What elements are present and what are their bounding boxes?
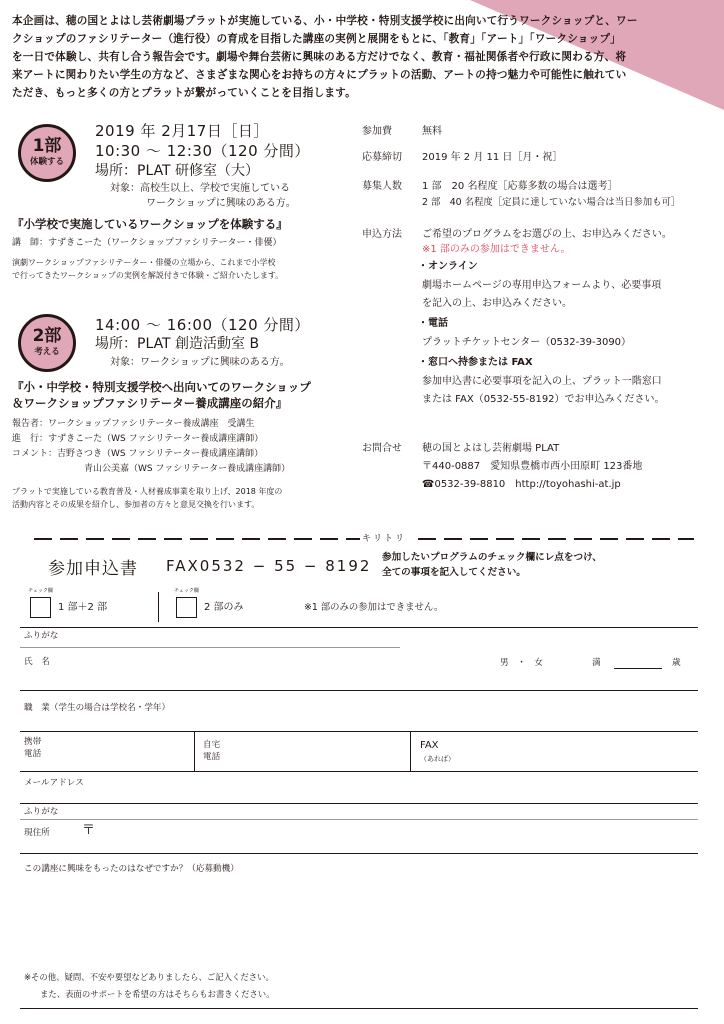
checkbox-part1-2[interactable] xyxy=(30,597,51,618)
part2-desc: プラットで実施している教育普及・人材養成事業を取り上げ、2018 年度の xyxy=(12,487,283,496)
cut-label: キリトリ xyxy=(362,534,407,544)
part1-place: 場所：PLAT 研修室（大） xyxy=(95,163,260,179)
intro-text xyxy=(12,12,712,102)
part2-place: 場所：PLAT 創造活動室 B xyxy=(95,336,260,352)
address-furigana-label: ふりがな xyxy=(24,807,59,817)
form-line xyxy=(20,627,698,628)
intro-line: クショップのファシリテーター（進行役）の育成を目指した講座の実例と展開をもとに、「教育」「アート」「ワークショップ」 xyxy=(12,33,621,45)
part2-desc-cont: 活動内容とその成果を紹介し、参加者の方々と意見交換を行います。 xyxy=(12,500,260,509)
part2-comment: コメント：吉野さつき（WS ファシリテーター養成講座講師） xyxy=(12,449,264,459)
age-prefix: 満 xyxy=(592,658,601,668)
option-divider xyxy=(158,592,159,622)
fax-divider xyxy=(410,731,411,771)
part1-title: 『小学校で実施しているワークショップを体験する』 xyxy=(12,217,288,231)
part1-desc: 演劇ワークショップファシリテーター・俳優の立場から、これまで小学校 xyxy=(12,258,276,267)
form-instruction: 参加したいプログラムのチェック欄にレ点をつけ、 xyxy=(382,552,602,563)
intro-line: を一日で体験し、共有し合う報告会です。劇場や舞台芸術に興味のある方だけでなく、教育・福祉関係者や行政に関わる方、将 xyxy=(12,51,627,63)
contact-phone-url: ☎0532-39-8810 http://toyohashi-at.jp xyxy=(422,479,621,490)
form-fax-number: FAX0532 − 55 − 8192 xyxy=(166,557,372,575)
capacity-part1: 1 部 20 名程度［応募多数の場合は選考］ xyxy=(422,181,618,192)
furigana-label: ふりがな xyxy=(24,631,59,641)
age-suffix: 歳 xyxy=(672,658,681,668)
option-part1-2: 1 部＋2 部 xyxy=(58,602,108,613)
reason-label: この講座に興味をもったのはなぜですか？（応募動機） xyxy=(24,864,239,874)
deadline-value: 2019 年 2 月 11 日［月・祝］ xyxy=(422,152,563,163)
fax-label: FAX xyxy=(420,740,439,751)
part1-badge-number: 1部 xyxy=(32,136,62,156)
address-label: 現住所 xyxy=(24,828,50,838)
part2-title: 『小・中学校・特別支援学校へ出向いてのワークショップ xyxy=(12,380,311,394)
part1-badge xyxy=(18,124,76,182)
intro-line: 本企画は、穂の国とよはし芸術劇場プラットが実施している、小・中学校・特別支援学校に出向いて行うワークショップと、ワー xyxy=(12,15,638,27)
part1-lecturer: 講 師：すずきこーた（ワークショップファシリテーター・俳優） xyxy=(12,238,282,248)
part2-comment-cont: 青山公美嘉（WS ファシリテーター養成講座講師） xyxy=(84,464,291,474)
form-instruction-cont: 全ての事項を記入してください。 xyxy=(382,567,526,578)
online-desc: 劇場ホームページの専用申込フォームより、必要事項 xyxy=(422,280,662,291)
apply-note: ※1 部のみの参加はできません。 xyxy=(422,244,571,255)
intro-line: ただき、もっと多くの方とプラットが繋がっていくことを目指します。 xyxy=(12,87,356,99)
home-phone-label: 自宅 xyxy=(203,740,221,750)
part2-target: 対象：ワークショップに興味のある方。 xyxy=(110,357,290,368)
apply-intro: ご希望のプログラムをお選びの上、お申込みください。 xyxy=(422,229,672,240)
footer-note-cont: また、表面のサポートを希望の方はそちらもお書きください。 xyxy=(40,989,275,999)
phone-divider xyxy=(194,731,195,771)
age-blank[interactable] xyxy=(614,668,662,669)
part1-time: 10:30 〜 12:30（120 分間） xyxy=(95,142,310,160)
check-caption-2: チェック欄 xyxy=(174,588,199,594)
online-desc-cont: を記入の上、お申込みください。 xyxy=(422,298,572,309)
capacity-part2: 2 部 40 名程度［定員に達していない場合は当日参加も可］ xyxy=(422,197,681,208)
form-bottom-line xyxy=(20,1008,698,1009)
contact-org: 穂の国とよはし芸術劇場 PLAT xyxy=(422,443,560,454)
window-desc-cont: または FAX（0532-55-8192）でお申込みください。 xyxy=(422,394,665,405)
job-label: 職 業（学生の場合は学校名・学年） xyxy=(24,703,171,713)
window-heading: ・窓口へ持参または FAX xyxy=(418,357,533,368)
footer-note: ※その他、疑問、不安や要望などありましたら、ご記入ください。 xyxy=(24,972,274,982)
part2-badge-number: 2部 xyxy=(32,326,62,346)
address-furigana-line xyxy=(20,819,698,820)
form-line xyxy=(20,803,698,804)
online-heading: ・オンライン xyxy=(418,261,478,272)
furigana-line xyxy=(20,647,400,648)
postal-mark: 〒 xyxy=(82,823,96,838)
deadline-label: 応募締切 xyxy=(362,152,402,163)
part1-target: 対象：高校生以上、学校で実施している xyxy=(110,183,290,194)
email-label: メールアドレス xyxy=(24,778,84,788)
form-line xyxy=(20,771,698,772)
name-label: 氏 名 xyxy=(24,657,50,667)
form-line xyxy=(20,690,698,691)
part2-title-cont: ＆ワークショップファシリテーター養成講座の紹介』 xyxy=(12,396,288,410)
fax-sub-label: （あれば） xyxy=(420,755,455,763)
intro-line: 来アートに関わりたい学生の方など、さまざまな関心をお持ちの方々にプラットの活動、アートの持つ魅力や可能性に触れてい xyxy=(12,69,627,81)
part1-date: 2019 年 2月17日［日］ xyxy=(95,122,269,140)
apply-label: 申込方法 xyxy=(362,229,402,240)
checkbox-part2[interactable] xyxy=(176,597,197,618)
gender-options[interactable]: 男 ・ 女 xyxy=(500,658,543,668)
part2-badge xyxy=(18,314,76,372)
mobile-label-cont: 電話 xyxy=(24,749,42,759)
fee-value: 無料 xyxy=(422,126,442,137)
phone-heading: ・電話 xyxy=(418,318,448,329)
cut-line xyxy=(34,532,694,546)
contact-label: お問合せ xyxy=(362,443,402,454)
mobile-label: 携帯 xyxy=(24,737,42,747)
fee-label: 参加費 xyxy=(362,126,392,137)
part2-time: 14:00 〜 16:00（120 分間） xyxy=(95,316,310,334)
option-part2: 2 部のみ xyxy=(204,602,244,613)
part2-mc: 進 行：すずきこーた（WS ファシリテーター養成講座講師） xyxy=(12,434,264,444)
form-title: 参加申込書 xyxy=(48,559,138,579)
phone-value: プラットチケットセンター（0532-39-3090） xyxy=(422,337,632,348)
part1-desc-cont: で行ってきたワークショップの実例を解説付きで体験・ご紹介いたします。 xyxy=(12,271,284,280)
part2-reporter: 報告者：ワークショップファシリテーター養成講座 受講生 xyxy=(12,419,255,429)
part1-badge-label: 体験する xyxy=(29,157,64,167)
reason-textarea[interactable] xyxy=(24,863,696,963)
form-line xyxy=(20,731,698,732)
contact-address: 〒440-0887 愛知県豊橋市西小田原町 123番地 xyxy=(422,461,643,472)
form-line xyxy=(20,853,698,854)
check-caption-1: チェック欄 xyxy=(28,588,53,594)
part1-target-cont: ワークショップに興味のある方。 xyxy=(146,198,296,209)
window-desc: 参加申込書に必要事項を記入の上、プラット一階窓口 xyxy=(422,376,662,387)
part2-badge-label: 考える xyxy=(34,347,60,357)
option-note: ※1 部のみの参加はできません。 xyxy=(304,602,444,613)
home-phone-label-cont: 電話 xyxy=(203,752,221,762)
capacity-label: 募集人数 xyxy=(362,181,402,192)
